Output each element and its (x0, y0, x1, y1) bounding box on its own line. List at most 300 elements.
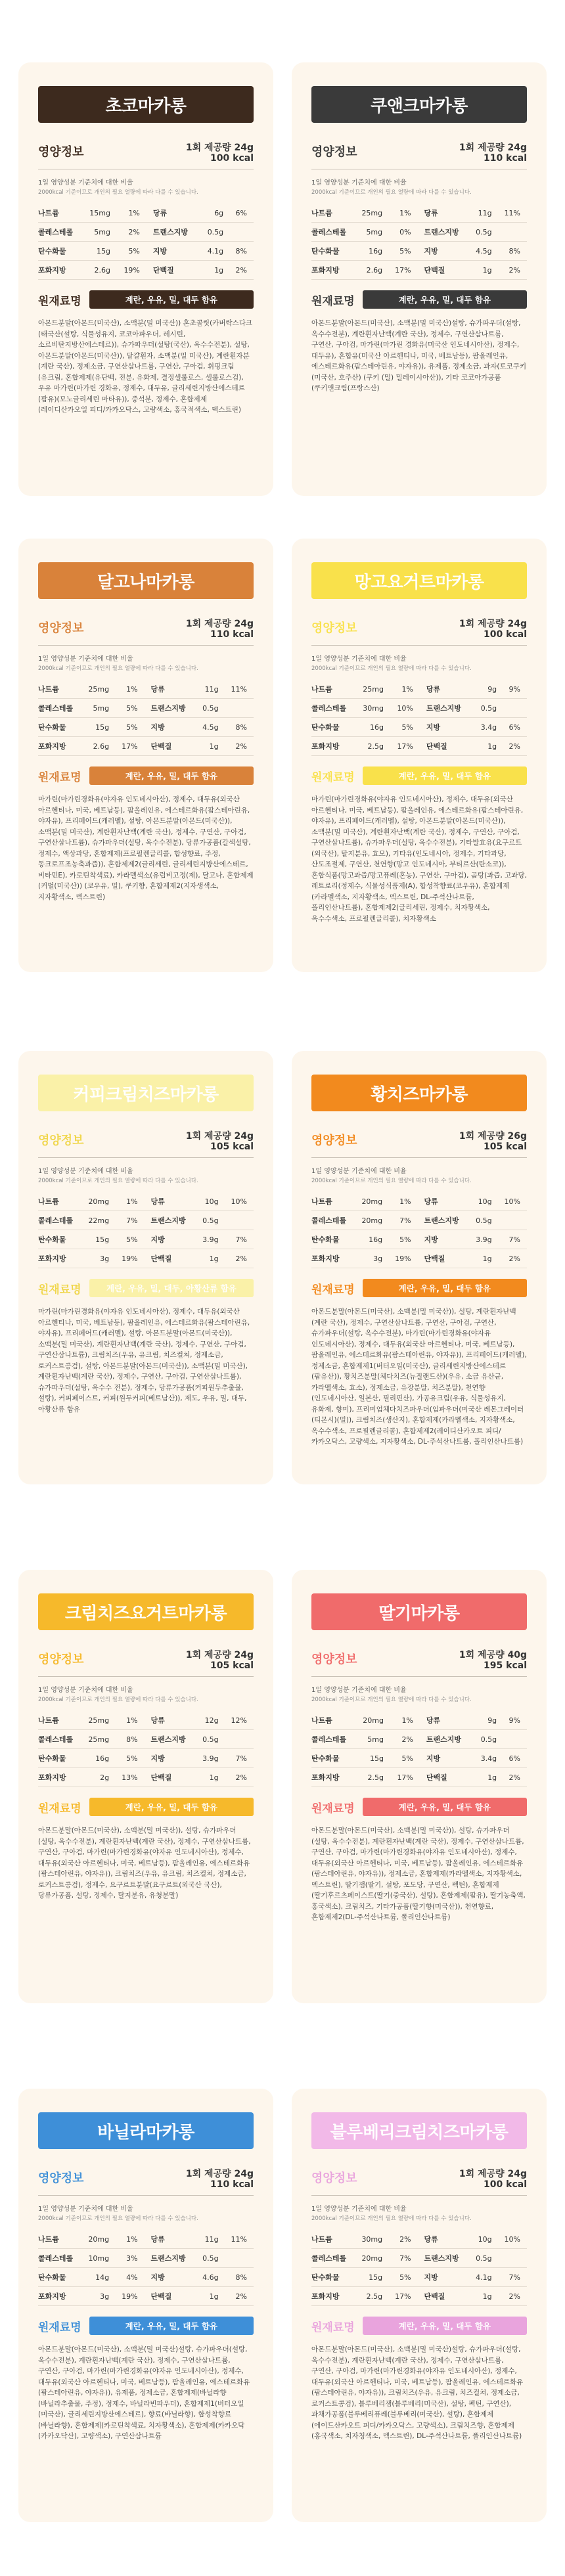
serving-kcal: 110 kcal (484, 153, 527, 164)
nutrition-table (311, 1711, 527, 1787)
nutrition-table (38, 2230, 254, 2306)
nutrient-percent: 17% (116, 737, 144, 756)
nutrient-label: 나트륨 (38, 680, 81, 699)
serving-size: 1회 제공량 24g (185, 143, 254, 153)
nutrient-label: 탄수화물 (311, 1749, 355, 1768)
nutrient-percent: 1% (390, 1711, 420, 1730)
nutrient-amount: 1g (470, 261, 498, 280)
nutrient-amount: 30mg (355, 2230, 390, 2249)
nutrient-percent: 1% (389, 1192, 417, 1211)
daily-value-sub: 2000kcal 기준이므로 개인의 필요 열량에 따라 다를 수 있습니다. (38, 189, 198, 196)
nutrient-amount: 2g (81, 1768, 116, 1787)
nutrient-amount: 1g (474, 1768, 503, 1787)
ingredients-text: 아몬드분말(아몬드(미국산), 소맥분(밀 미국산)) 혼초콜릿(카버락스다크(태국산(설탕, 식물성유지, 코코아파우더, 레시틴, 소르비탄지방산에스테르)), 슈가파우더(설탕(국산), 옥수수전분), 설탕, 아몬드분말(아몬드(미국산)), 달걀흰자, 소맥분(밀 미국산), 계란흰자분(계란 국산), 정제소금, 구연산삼나트륨, 구연산, 구아검, 휘핑크림(유크림, 혼합제제(유단백, 전분, 유화제, 결정셀룰로스, 셀룰로스검), 우유 마가린(마가린 경화유, 정제수, 대두유, 글리세린지방산에스테르(팜유)(모노글리세린 마타유)), 중석분, 정제수, 혼합제제(레이디산카오일 피디/카카오닥스, 고량색소, 홍국적색소, 덱스트린) (38, 319, 253, 414)
nutrient-label: 포화지방 (311, 737, 355, 756)
serving-info (186, 1131, 254, 1152)
nutrition-row (38, 242, 254, 261)
daily-value-note (311, 1167, 527, 1186)
nutrient-percent: 8% (116, 1730, 144, 1749)
nutrient-label: 나트륨 (311, 1711, 355, 1730)
nutrient-label: 나트륨 (38, 1711, 81, 1730)
nutrient-percent (503, 699, 527, 718)
nutrient-label: 트랜스지방 (147, 223, 200, 242)
nutrient-amount: 1g (470, 1249, 498, 1268)
nutrient-amount: 1g (196, 1768, 225, 1787)
nutrient-percent: 5% (390, 718, 420, 737)
nutrient-amount: 5mg (355, 1730, 390, 1749)
ingredients-title: 원재료명 (311, 2321, 355, 2334)
nutrient-percent (225, 699, 254, 718)
nutrient-amount: 16g (355, 1230, 390, 1249)
ingredients-header (38, 1279, 254, 1297)
nutrient-amount: 30mg (355, 699, 390, 718)
nutrition-row (38, 204, 254, 223)
nutrient-percent: 19% (116, 2287, 144, 2306)
serving-size: 1회 제공량 40g (459, 1650, 527, 1660)
nutrient-label: 트랜스지방 (145, 1730, 197, 1749)
nutrient-amount: 4.1g (470, 2268, 498, 2287)
nutrition-row (38, 1230, 254, 1249)
nutrient-amount: 3.9g (470, 1230, 498, 1249)
nutrient-amount: 5mg (81, 699, 116, 718)
nutrient-amount: 4.5g (470, 242, 498, 261)
daily-value-note (38, 655, 254, 673)
daily-value-title: 1일 영양성분 기준치에 대한 비율 (38, 2206, 133, 2213)
nutrient-percent: 7% (225, 1230, 254, 1249)
nutrient-label: 지방 (145, 1230, 197, 1249)
nutrient-label: 당류 (145, 1711, 197, 1730)
nutrition-title: 영양정보 (38, 2171, 84, 2185)
ingredients-title: 원재료명 (38, 294, 81, 308)
nutrient-amount: 3.4g (474, 718, 503, 737)
serving-size: 1회 제공량 24g (459, 143, 527, 153)
nutrition-row (38, 2249, 254, 2268)
serving-info (459, 619, 527, 640)
allergy-badge: 계란, 우유, 밀, 대두 함유 (363, 1798, 527, 1816)
nutrient-percent: 19% (116, 1249, 144, 1268)
product-card (18, 539, 273, 972)
ingredients-header (38, 766, 254, 785)
serving-kcal: 100 kcal (210, 153, 254, 164)
ingredients-header (38, 2317, 254, 2335)
nutrient-percent: 2% (503, 1768, 527, 1787)
nutrient-percent: 2% (225, 1768, 254, 1787)
nutrition-row (311, 242, 527, 261)
nutrient-label: 탄수화물 (38, 1230, 81, 1249)
nutrition-header (311, 143, 527, 169)
nutrient-percent: 10% (225, 1192, 254, 1211)
nutrition-row (311, 1249, 527, 1268)
nutrition-row (38, 2230, 254, 2249)
nutrient-amount: 25mg (81, 680, 116, 699)
nutrition-row (311, 718, 527, 737)
nutrition-header (38, 619, 254, 646)
nutrient-percent (230, 223, 254, 242)
nutrient-label: 나트륨 (38, 204, 81, 223)
nutrient-percent: 1% (116, 1192, 144, 1211)
nutrient-label: 지방 (420, 1749, 474, 1768)
product-title: 쿠앤크마카롱 (311, 86, 527, 123)
allergy-badge: 계란, 우유, 밀, 대두 함유 (363, 766, 527, 785)
nutrient-label: 당류 (145, 2230, 197, 2249)
nutrient-label: 당류 (145, 1192, 197, 1211)
nutrient-percent: 2% (390, 1730, 420, 1749)
nutrition-title: 영양정보 (311, 2171, 357, 2185)
nutrient-label: 탄수화물 (38, 1749, 81, 1768)
nutrient-amount: 16g (355, 242, 390, 261)
nutrient-amount: 0.5g (470, 1211, 498, 1230)
nutrient-label: 당류 (145, 680, 197, 699)
nutrient-label: 포화지방 (311, 2287, 355, 2306)
nutrient-amount: 5mg (81, 223, 117, 242)
serving-info (186, 2169, 254, 2190)
nutrient-percent: 7% (389, 1211, 417, 1230)
nutrient-label: 나트륨 (311, 680, 355, 699)
nutrient-percent: 10% (390, 699, 420, 718)
daily-value-title: 1일 영양성분 기준치에 대한 비율 (311, 2206, 407, 2213)
nutrition-title: 영양정보 (38, 1653, 84, 1666)
allergy-badge: 계란, 우유, 밀, 대두 함유 (89, 290, 254, 309)
nutrition-header (311, 2169, 527, 2196)
ingredients-text: 마가린(마가린경화유(야자유 인도네시아산), 정제수, 대두유(외국산 아르헨티나, 미국, 베트남등), 팜올레인유, 에스테르화유(팜스테아린유, 야자유), 프리페어드(캐러멜), 설탕, 아몬드분말(아몬드(미국산)), 소맥분(밀 미국산), 계란흰자난백(계란 국산), 정제수, 구연산, 구아검, 구연산삼나트륨), 크림치즈(우유, 유크림, 치즈컬쳐, 정제소금, 로커스트콩검), 설탕, 아몬드분말(아몬드(미국산)), 소맥분(밀 미국산), 계란흰자난백(계란 국산), 정제수, 구연산, 구아검, 구연산삼나트륨), 슈가파우더(설탕, 옥수수 전분), 정제수, 당류가공품(커피원두추출물, 설탕), 커피페이스트, 커피(원두커피(베트남산)), 제도, 우유, 밀, 대두, 아황산류 함유 (38, 1308, 250, 1413)
nutrient-percent: 13% (116, 1768, 144, 1787)
nutrient-label: 지방 (418, 1230, 470, 1249)
nutrient-percent: 1% (116, 1711, 144, 1730)
allergy-badge: 계란, 우유, 밀, 대두 함유 (89, 766, 254, 785)
nutrient-percent: 9% (503, 1711, 527, 1730)
nutrient-label: 당류 (147, 204, 200, 223)
nutrient-amount: 2.5g (355, 1768, 390, 1787)
serving-size: 1회 제공량 24g (185, 1131, 254, 1142)
daily-value-sub: 2000kcal 기준이므로 개인의 필요 열량에 따라 다를 수 있습니다. (38, 2215, 198, 2222)
nutrition-header (38, 2169, 254, 2196)
nutrition-row (38, 1768, 254, 1787)
nutrition-row (38, 1211, 254, 1230)
daily-value-note (38, 179, 254, 197)
nutrition-header (38, 1131, 254, 1158)
nutrition-row (311, 1711, 527, 1730)
nutrient-label: 콜레스테롤 (311, 223, 355, 242)
serving-info (459, 143, 527, 164)
serving-kcal: 105 kcal (484, 1142, 527, 1152)
nutrient-percent: 3% (116, 2249, 144, 2268)
daily-value-sub: 2000kcal 기준이므로 개인의 필요 열량에 따라 다를 수 있습니다. (38, 665, 198, 672)
nutrient-percent: 5% (116, 718, 144, 737)
nutrient-amount: 20mg (81, 2230, 116, 2249)
nutrition-row (311, 737, 527, 756)
product-title: 크림치즈요거트마카롱 (38, 1593, 254, 1630)
nutrient-label: 지방 (418, 2268, 470, 2287)
ingredients-text: 아몬드분말(아몬드(미국산), 소맥분(밀 미국산)), 설탕, 계란흰자난백(계란 국산), 정제수, 구연산삼나트륨, 구연산, 구아검, 구연산, 슈가파우더(설탕, 옥수수전분), 마가린(마가린경화유(야자유 인도네시아산), 정제수, 대두유(외국산 아르헨티나, 미국, 베트남등), 팜올레인유, 에스테르화유(팜스테아린유, 야자유)), 프리페어드(캐러멜), 정제소금, 혼합제제1(버터오일(미국산), 글리세린지방산에스테르(팜유산)), 황치즈분말(체다치즈(뉴질랜드산)(우유, 소금 유산균, 카라멜색소, 효소), 정제소금, 유장분말, 치즈분말), 천연향(인도네시아산, 일본산, 필리핀산), 가공유크림(우유, 식물성유지, 유화제, 향미), 프리미엄체다치즈파우더(임파우더(미국산 레몬그레이터(티몬시)(밀)), 크림치즈(생산지), 혼합제제(카라멜색소, 지자황색소, 옥수수색소, 프로필렌글리콜), 혼합제제2(레이디산카오트 피디/카카오닥스, 고량색소, 지자황색소, DL-주석산나트륨, 폴리인산나트륨) (311, 1308, 527, 1446)
daily-value-note (311, 1686, 527, 1704)
product-card (292, 1051, 547, 1484)
nutrient-amount: 3.9g (196, 1230, 225, 1249)
nutrient-amount: 0.5g (470, 2249, 498, 2268)
product-title: 바닐라마카롱 (38, 2112, 254, 2149)
daily-value-note (38, 1167, 254, 1186)
nutrition-table (311, 1192, 527, 1268)
nutrient-label: 나트륨 (311, 2230, 355, 2249)
nutrient-amount: 0.5g (196, 699, 225, 718)
nutrient-amount: 0.5g (474, 1730, 503, 1749)
nutrition-row (311, 699, 527, 718)
nutrient-percent: 6% (503, 718, 527, 737)
nutrient-percent: 7% (389, 2249, 417, 2268)
nutrient-amount: 0.5g (474, 699, 503, 718)
nutrient-amount: 0.5g (470, 223, 498, 242)
ingredients-text: 아몬드분말(아몬드(미국산), 소맥분(밀 미국산)설탕, 슈가파우더(설탕, 옥수수전분), 계란흰자난백(계란 국산), 정제수, 구연산삼나트륨, 구연산, 구아검, 마가린(마가린경화유(야자유 인도네시아산), 정제수, 대두유(외국산 아르헨티나, 미국, 베트남등), 팜올레인유, 에스테르화유(팜스테아린유, 야자유)), 유제품, 정제소금, 혼합제제(바닐라향(바닐라추출물, 주정), 정제수, 바닐라빈파우더), 혼합제제1(버터오일(미국산), 글리세린지방산에스테르), 향료(바닐라향), 합성착향료(바닐라향), 혼합제제(카로틴착색료, 치자황색소), 혼합제제(카카오닥(카카오닥산), 고량색소), 구연산삼나트륨 (38, 2345, 250, 2440)
nutrition-row (311, 1211, 527, 1230)
nutrient-amount: 10g (470, 1192, 498, 1211)
nutrient-label: 단백질 (145, 737, 197, 756)
nutrient-percent: 11% (225, 2230, 254, 2249)
nutrient-label: 지방 (418, 242, 470, 261)
nutrient-percent: 2% (117, 223, 147, 242)
daily-value-sub: 2000kcal 기준이므로 개인의 필요 열량에 따라 다를 수 있습니다. (311, 1178, 472, 1184)
serving-kcal: 100 kcal (484, 629, 527, 640)
nutrition-table (311, 204, 527, 280)
allergy-badge: 계란, 우유, 밀, 대두 함유 (89, 1798, 254, 1816)
nutrient-label: 단백질 (420, 737, 474, 756)
nutrition-row (38, 1749, 254, 1768)
nutrient-amount: 3.9g (196, 1749, 225, 1768)
nutrient-percent: 12% (225, 1711, 254, 1730)
nutrient-percent: 6% (230, 204, 254, 223)
nutrient-label: 콜레스테롤 (311, 1211, 355, 1230)
nutrient-percent: 2% (225, 737, 254, 756)
nutrient-label: 단백질 (418, 1249, 470, 1268)
serving-size: 1회 제공량 24g (459, 619, 527, 629)
ingredients-header (311, 2317, 527, 2335)
nutrient-label: 포화지방 (311, 1249, 355, 1268)
nutrient-label: 탄수화물 (38, 2268, 81, 2287)
nutrient-label: 포화지방 (311, 1768, 355, 1787)
nutrient-amount: 3g (81, 1249, 116, 1268)
nutrient-percent (499, 223, 527, 242)
nutrition-row (38, 680, 254, 699)
nutrient-amount: 2.6g (81, 737, 116, 756)
nutrient-label: 당류 (420, 1711, 474, 1730)
nutrient-percent: 8% (225, 2268, 254, 2287)
product-title: 블루베리크림치즈마카롱 (311, 2112, 527, 2149)
daily-value-sub: 2000kcal 기준이므로 개인의 필요 열량에 따라 다를 수 있습니다. (311, 1697, 472, 1703)
ingredients-text: 마가린(마가린경화유(야자유 인도네시아산), 정제수, 대두유(외국산 아르헨티나, 미국, 베트남등), 팜올레인유, 에스테르화유(팜스테아린유, 야자유), 프리페어드(캐러멜), 설탕, 아몬드분말(아몬드(미국산)), 소맥분(밀 미국산), 계란흰자난백(계란 국산), 정제수, 구연산, 구아검, 구연산삼나트륨), 슈가파우더(설탕, 옥수수전분), 당류가공품(갈색설탕, 정제수, 액상과당, 혼합제제(프로필렌글리콜, 합성향료, 주정, 동크로프조농축과즙)), 혼합제제2(글리세린, 글리세린지방산에스테르, 비타민E), 카로틴착색료), 카라멜색소(유럽비고정(제), 달고나, 혼합제제(커벌(미국산)) (코우유, 밀), 쿠키향, 혼합제제2(지자생색소, 지자황색소, 덱스트린) (38, 795, 254, 901)
nutrient-percent: 17% (389, 2287, 417, 2306)
product-title: 초코마카롱 (38, 86, 254, 123)
nutrient-percent: 2% (225, 1249, 254, 1268)
nutrition-table (38, 1192, 254, 1268)
nutrient-amount: 1g (470, 2287, 498, 2306)
nutrient-percent: 2% (230, 261, 254, 280)
daily-value-title: 1일 영양성분 기준치에 대한 비율 (38, 179, 133, 187)
nutrient-amount: 15g (81, 1230, 116, 1249)
serving-kcal: 100 kcal (484, 2179, 527, 2190)
nutrient-amount: 16g (355, 718, 390, 737)
nutrition-row (38, 261, 254, 280)
nutrition-table (38, 1711, 254, 1787)
nutrient-amount: 15g (81, 242, 117, 261)
daily-value-note (38, 2205, 254, 2223)
nutrient-percent: 5% (116, 1230, 144, 1249)
nutrient-label: 단백질 (418, 2287, 470, 2306)
nutrient-percent: 10% (499, 1192, 527, 1211)
nutrient-amount: 10g (470, 2230, 498, 2249)
nutrition-row (311, 223, 527, 242)
ingredients-header (311, 1279, 527, 1297)
ingredients-text: 아몬드분말(아몬드(미국산), 소맥분(밀 미국산)), 설탕, 슈가파우더(설탕, 옥수수전분), 계란흰자난백(계란 국산), 정제수, 구연산삼나트륨, 구연산, 구아검, 마가린(마가린경화유(야자유 인도네시아산), 정제수, 대두유(외국산 아르헨티나, 미국, 베트남등), 팜올레인유, 에스테르화유(팜스테아린유, 야자유)), 크림치즈(우유, 유크림, 치즈컬쳐, 정제소금, 로커스트콩검), 정제수, 요구르트분말(요구르트(외국산 국산), 당류가공품, 설탕, 정제수, 탈지분유, 유청분말) (38, 1827, 251, 1899)
daily-value-sub: 2000kcal 기준이므로 개인의 필요 열량에 따라 다를 수 있습니다. (311, 189, 472, 196)
nutrient-percent: 5% (116, 1749, 144, 1768)
nutrient-label: 콜레스테롤 (38, 223, 81, 242)
nutrient-amount: 1g (474, 737, 503, 756)
nutrient-percent: 1% (390, 680, 420, 699)
nutrient-amount: 20mg (355, 1711, 390, 1730)
nutrient-label: 지방 (420, 718, 474, 737)
nutrient-percent: 19% (117, 261, 147, 280)
nutrient-label: 트랜스지방 (145, 2249, 197, 2268)
nutrient-percent: 7% (225, 1749, 254, 1768)
nutrient-label: 탄수화물 (311, 718, 355, 737)
nutrient-label: 트랜스지방 (420, 699, 474, 718)
nutrient-label: 나트륨 (311, 204, 355, 223)
ingredients-title: 원재료명 (38, 2321, 81, 2334)
serving-info (186, 143, 254, 164)
nutrient-percent: 5% (389, 1230, 417, 1249)
nutrient-label: 탄수화물 (311, 242, 355, 261)
nutrient-percent: 2% (225, 2287, 254, 2306)
ingredients-title: 원재료명 (38, 1802, 81, 1815)
nutrient-amount: 2.6g (81, 261, 117, 280)
nutrient-label: 콜레스테롤 (38, 699, 81, 718)
nutrition-row (38, 1711, 254, 1730)
nutrient-percent: 1% (389, 204, 417, 223)
nutrient-label: 당류 (418, 204, 470, 223)
daily-value-note (38, 1686, 254, 1704)
serving-kcal: 110 kcal (210, 629, 254, 640)
nutrient-percent (499, 2249, 527, 2268)
nutrient-percent (225, 1211, 254, 1230)
nutrition-row (311, 1192, 527, 1211)
nutrition-title: 영양정보 (311, 1134, 357, 1147)
serving-size: 1회 제공량 24g (459, 2169, 527, 2179)
nutrition-row (311, 2230, 527, 2249)
nutrient-percent: 9% (503, 680, 527, 699)
daily-value-title: 1일 영양성분 기준치에 대한 비율 (38, 1687, 133, 1694)
allergy-badge: 계란, 우유, 밀, 대두 함유 (363, 290, 527, 309)
ingredients-text: 아몬드분말(아몬드(미국산), 소맥분(밀 미국산)설탕, 슈가파우더(설탕, 옥수수전분), 계란흰자난백(계란 국산), 정제수, 구연산삼나트륨, 구연산, 구아검, 마가린(마가린 경화유(미국산 인도네시아산), 정제수, 대두유), 혼합유(미국산 아르헨티나, 미국, 베트남등), 팜올레인유, 에스테르화유(팜스테아린유, 야자유)), 유제품, 정제소금, 과자(토코쿠키(미국산, 호주산) (쿠키 (밀) 밀레이시아산)), 기타 코코아가공품(쿠키앤크림(프랑스산) (311, 319, 527, 392)
nutrient-amount: 9g (474, 1711, 503, 1730)
nutrient-label: 탄수화물 (38, 718, 81, 737)
nutrient-percent: 1% (116, 2230, 144, 2249)
nutrient-label: 트랜스지방 (418, 2249, 470, 2268)
nutrition-table (38, 204, 254, 280)
product-title: 망고요거트마카롱 (311, 562, 527, 599)
daily-value-title: 1일 영양성분 기준치에 대한 비율 (38, 655, 133, 663)
nutrition-title: 영양정보 (311, 1653, 357, 1666)
nutrient-amount: 14g (81, 2268, 116, 2287)
nutrient-amount: 25mg (81, 1711, 116, 1730)
nutrient-label: 단백질 (420, 1768, 474, 1787)
nutrition-row (38, 223, 254, 242)
nutrient-amount: 25mg (355, 204, 390, 223)
serving-kcal: 195 kcal (484, 1660, 527, 1671)
nutrient-label: 포화지방 (38, 1768, 81, 1787)
ingredients-text: 아몬드분말(아몬드(미국산), 소맥분(밀 미국산)설탕, 슈가파우더(설탕, 옥수수전분), 계란흰자난백(계란 국산), 정제수, 구연산삼나트륨, 구연산, 구아검, 마가린(마가린경화유(야자유 인도네시아산), 정제수, 대두유(외국산 아르헨티나, 미국, 베트남등), 팜올레인유, 에스테르화유(팜스테아린유, 야자유)), 크림치즈(우유, 유크림, 치즈컬쳐, 정제소금, 로커스트콩검), 블루베리잼(블루베리(미국산), 설탕, 펙틴, 구연산), 과채가공품(블루베리퓨레(블루베리(미국산), 설탕), 혼합제제(에이드산카오트 피디/카카오닥스, 고량색소), 크림치즈향, 혼합제제(홍국색소, 치자청색소, 덱스트린), DL-주석산나트륨, 폴리인산나트륨) (311, 2345, 524, 2440)
nutrient-percent: 11% (499, 204, 527, 223)
product-card (18, 62, 273, 496)
serving-kcal: 105 kcal (210, 1142, 254, 1152)
nutrient-label: 단백질 (145, 2287, 197, 2306)
nutrient-amount: 11g (470, 204, 498, 223)
nutrient-percent: 2% (389, 2230, 417, 2249)
ingredients-header (38, 1798, 254, 1816)
nutrient-percent: 8% (225, 718, 254, 737)
nutrition-row (38, 737, 254, 756)
serving-info (459, 1650, 527, 1671)
nutrient-amount: 16g (81, 1749, 116, 1768)
product-card (292, 62, 547, 496)
nutrition-row (38, 1249, 254, 1268)
nutrient-amount: 5mg (355, 223, 390, 242)
daily-value-title: 1일 영양성분 기준치에 대한 비율 (38, 1168, 133, 1175)
ingredients-title: 원재료명 (38, 1283, 81, 1297)
nutrient-amount: 15g (81, 718, 116, 737)
nutrient-label: 트랜스지방 (420, 1730, 474, 1749)
nutrient-percent (503, 1730, 527, 1749)
nutrient-amount: 1g (196, 1249, 225, 1268)
ingredients-text: 마가린(마가린경화유(야자유 인도네시아산), 정제수, 대두유(외국산 아르헨티나, 미국, 베트남등), 팜올레인유, 에스테르화유(팜스테아린유, 야자유), 프리페어드(캐러멜), 설탕, 아몬드분말(아몬드(미국산)), 소맥분(밀 미국산), 계란흰자난백(계란 국산), 정제수, 구연산, 구아검, 구연산삼나트륨), 슈가파우더(설탕, 옥수수전분), 기타발효유(요구르트(외국산), 탈지분유, 효모), 기타유(인도네시아, 정제수, 기타과당, 산도조절제, 구연산, 천연향(망고 인도네시아, 부티르산(탄소코)), 혼합식품(망고과즙/망고퓨레(혼농), 구연산, 구아검), 곰탕(과즙, 고과당, 레트로리(정제수, 식물성식품제(A), 합성착향료(코우유), 혼합제제(카라멜색소, 지자황색소, 덱스트린, DL-주석산나트륨, 폴리인산나트륨), 혼합제제2(글리세린, 정제수, 치자황색소, 옥수수색소, 프로필렌글리콜), 치자황색소 (311, 795, 527, 923)
nutrient-label: 탄수화물 (38, 242, 81, 261)
nutrition-title: 영양정보 (38, 145, 84, 159)
nutrient-percent: 6% (503, 1749, 527, 1768)
nutrient-amount: 12g (196, 1711, 225, 1730)
nutrient-label: 당류 (418, 2230, 470, 2249)
allergy-badge: 계란, 우유, 밀, 대두 함유 (89, 2317, 254, 2335)
nutrient-amount: 6g (200, 204, 230, 223)
nutrient-amount: 1g (196, 2287, 225, 2306)
nutrient-percent: 0% (389, 223, 417, 242)
nutrition-header (311, 1650, 527, 1677)
nutrient-percent (225, 1730, 254, 1749)
nutrition-table (38, 680, 254, 756)
nutrient-amount: 4.1g (200, 242, 230, 261)
nutrient-amount: 25mg (81, 1730, 116, 1749)
nutrient-label: 콜레스테롤 (311, 2249, 355, 2268)
nutrition-row (311, 2287, 527, 2306)
nutrient-amount: 0.5g (196, 2249, 225, 2268)
serving-info (459, 1131, 527, 1152)
nutrient-label: 탄수화물 (311, 2268, 355, 2287)
product-card (18, 1570, 273, 2003)
nutrition-row (38, 2268, 254, 2287)
nutrient-percent: 1% (116, 680, 144, 699)
nutrition-row (311, 1730, 527, 1749)
nutrient-percent: 5% (116, 699, 144, 718)
serving-size: 1회 제공량 24g (185, 2169, 254, 2179)
nutrient-percent: 5% (389, 242, 417, 261)
daily-value-sub: 2000kcal 기준이므로 개인의 필요 열량에 따라 다를 수 있습니다. (38, 1178, 198, 1184)
nutrient-label: 지방 (145, 1749, 197, 1768)
nutrition-row (311, 204, 527, 223)
daily-value-note (311, 655, 527, 673)
nutrient-amount: 22mg (81, 1211, 116, 1230)
daily-value-note (311, 179, 527, 197)
product-title: 달고나마카롱 (38, 562, 254, 599)
allergy-badge: 계란, 우유, 밀, 대두 함유 (363, 1279, 527, 1297)
nutrient-label: 포화지방 (38, 2287, 81, 2306)
nutrition-row (38, 1192, 254, 1211)
nutrient-amount: 0.5g (200, 223, 230, 242)
